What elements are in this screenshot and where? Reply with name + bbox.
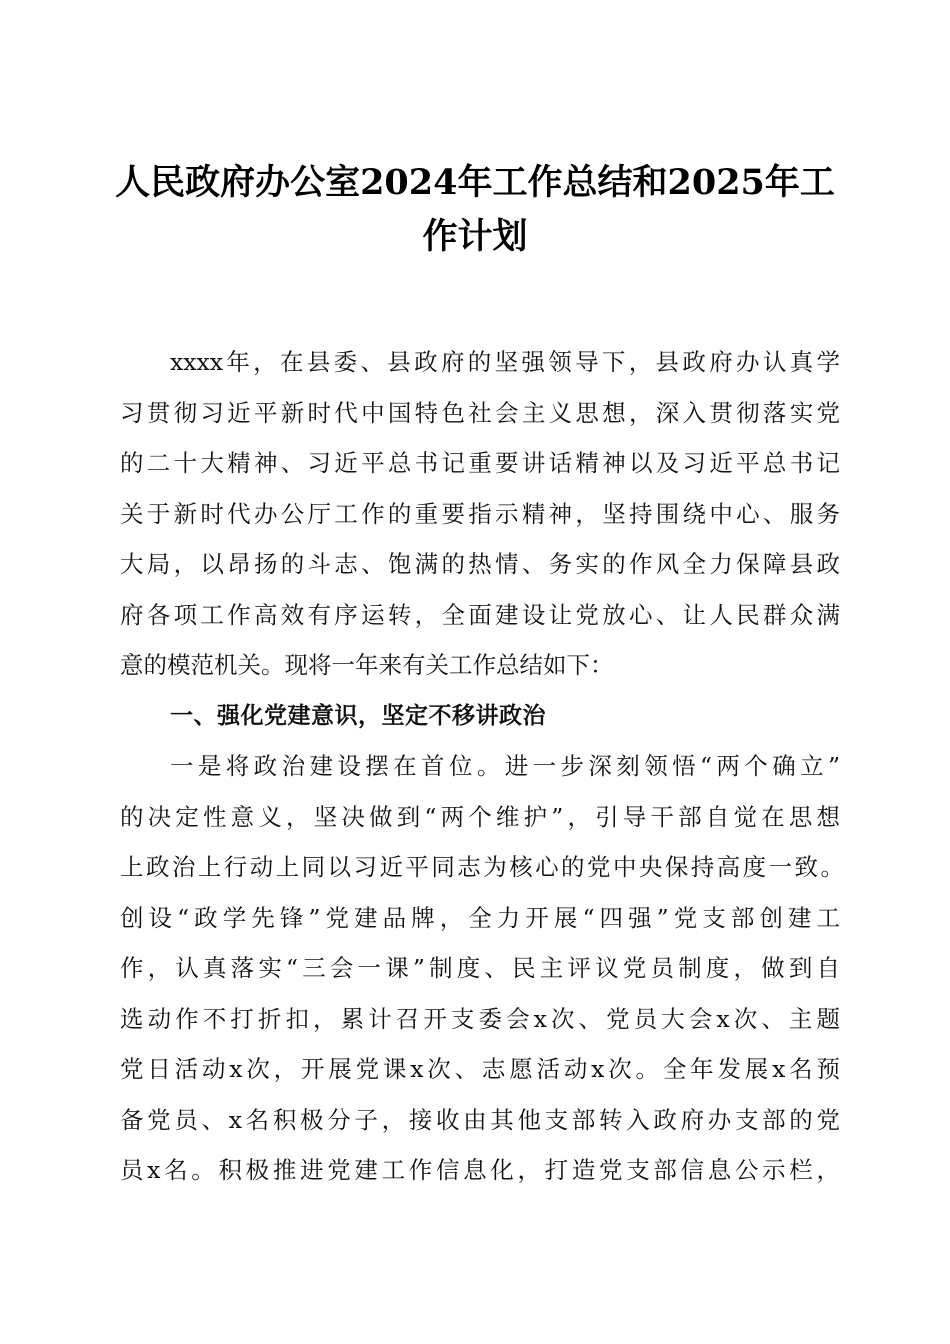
- paragraph-line: 员x名。积极推进党建工作信息化，打造党支部信息公示栏，: [120, 1156, 840, 1184]
- section-paragraph: [120, 741, 844, 1196]
- paragraph-line: 关于新时代办公厅工作的重要指示精神，坚持围绕中心、服务: [120, 499, 840, 528]
- intro-paragraph: [120, 337, 840, 741]
- paragraph-line: 一是将政治建设摆在首位。进一步深刻领悟“两个确立”: [170, 752, 840, 780]
- paragraph-line: 的决定性意义，坚决做到“两个维护”，引导干部自觉在思想: [120, 802, 840, 831]
- paragraph-line: 大局，以昂扬的斗志、饱满的热情、务实的作风全力保障县政: [120, 550, 840, 578]
- document-title-line-1: 人民政府办公室2024年工作总结和2025年工: [115, 162, 835, 203]
- paragraph-line: 上政治上行动上同以习近平同志为核心的党中央保持高度一致。: [120, 853, 844, 881]
- paragraph-line: 创设“政学先锋”党建品牌，全力开展“四强”党支部创建工: [120, 903, 840, 932]
- document-title-line-2: 作计划: [422, 216, 528, 257]
- paragraph-line: xxxx年，在县委、县政府的坚强领导下，县政府办认真学: [170, 348, 840, 376]
- paragraph-line: 党日活动x次，开展党课x次、志愿活动x次。全年发展x名预: [120, 1055, 840, 1083]
- paragraph-line: 习贯彻习近平新时代中国特色社会主义思想，深入贯彻落实党: [120, 398, 840, 427]
- paragraph-line: 的二十大精神、习近平总书记重要讲话精神以及习近平总书记: [120, 449, 840, 477]
- section-heading: 一、强化党建意识，坚定不移讲政治: [170, 702, 546, 729]
- paragraph-line: 作，认真落实“三会一课”制度、民主评议党员制度，做到自: [120, 954, 840, 982]
- paragraph-line: 选动作不打折扣，累计召开支委会x次、党员大会x次、主题: [120, 1004, 840, 1033]
- paragraph-line: 府各项工作高效有序运转，全面建设让党放心、让人民群众满: [120, 600, 840, 629]
- paragraph-line: 备党员、x名积极分子，接收由其他支部转入政府办支部的党: [120, 1105, 840, 1134]
- paragraph-line: 意的模范机关。现将一年来有关工作总结如下：: [120, 651, 614, 679]
